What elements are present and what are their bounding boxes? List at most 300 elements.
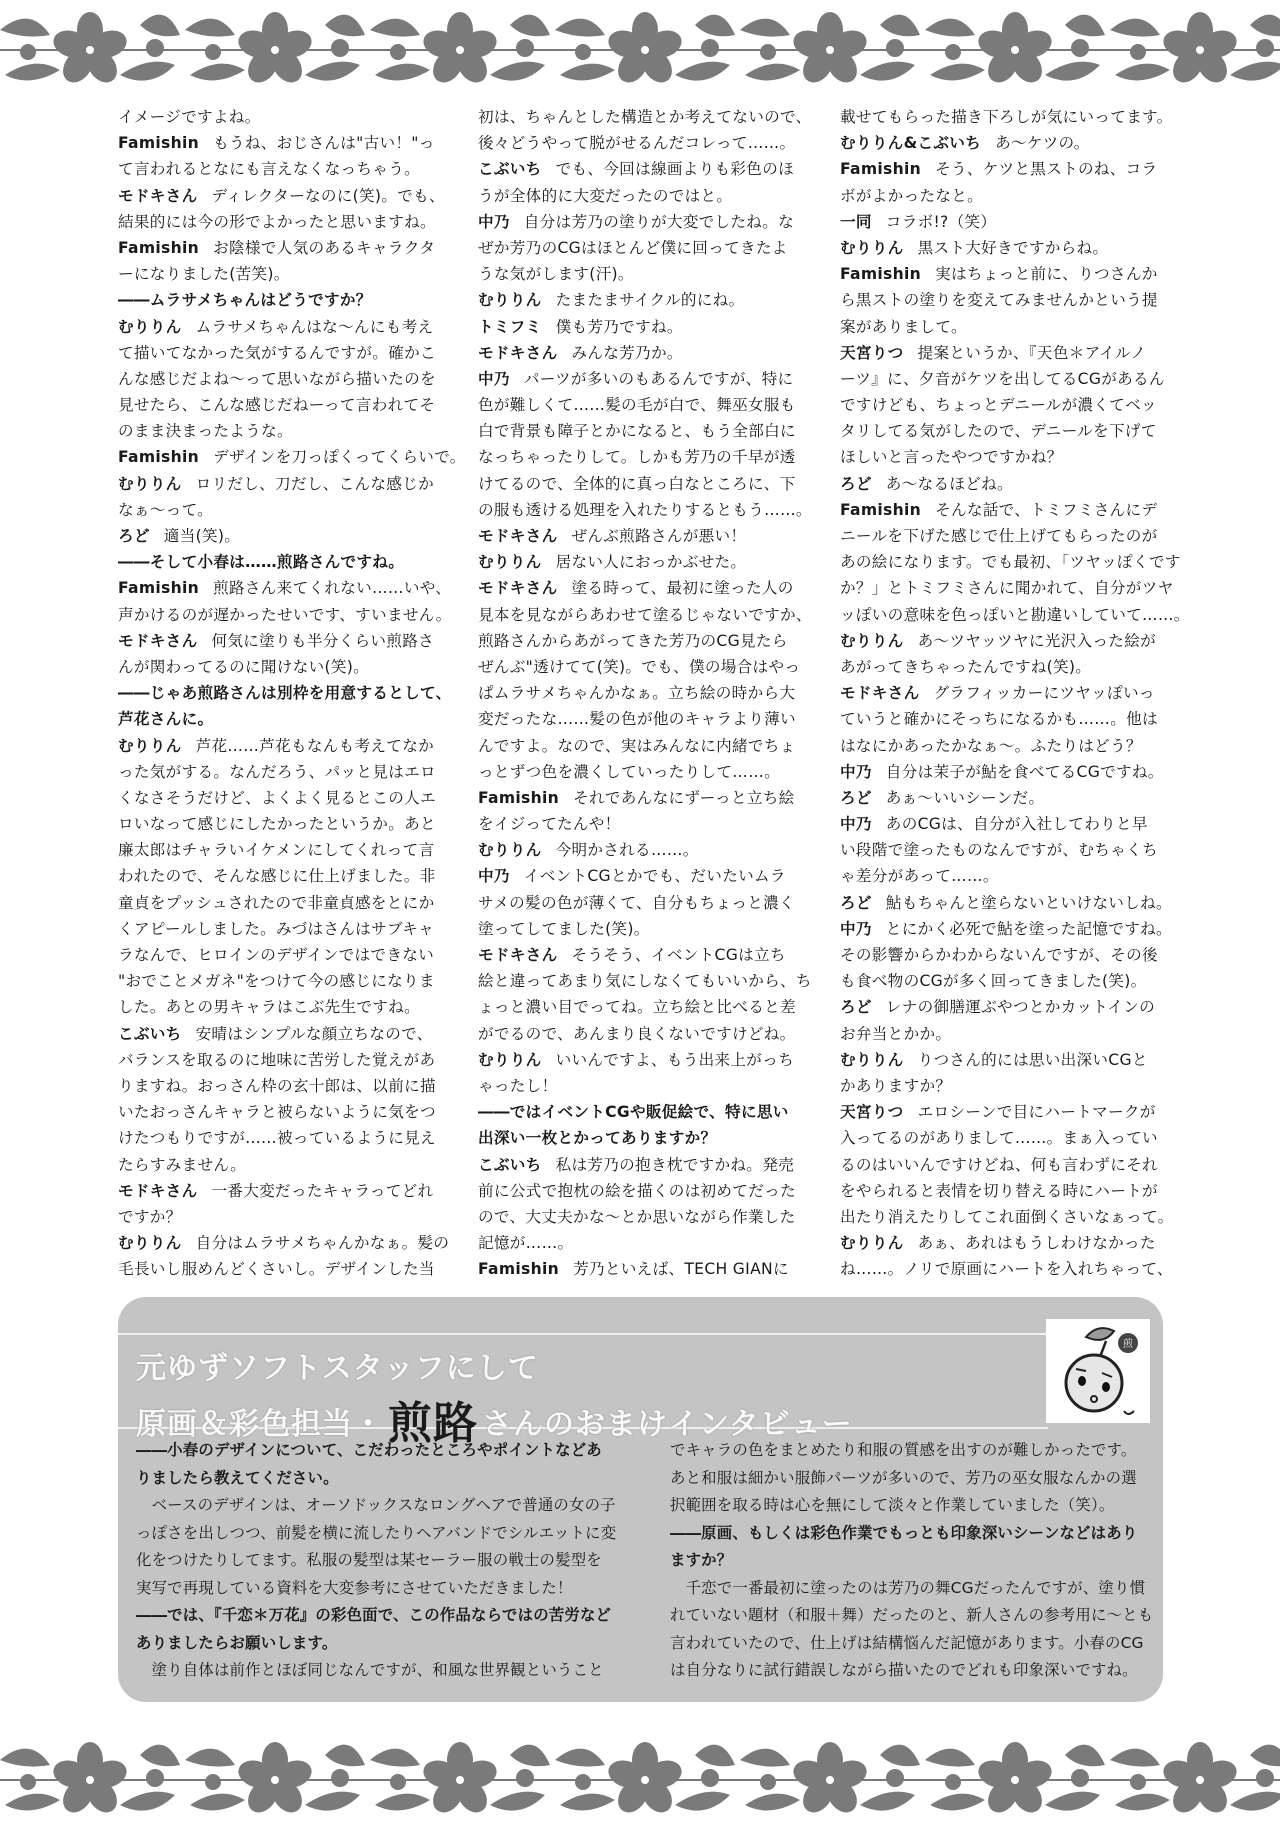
speaker-name: Famishin	[118, 134, 200, 153]
text-line	[118, 706, 463, 732]
text-line	[840, 680, 1185, 706]
text-line	[840, 1125, 1185, 1151]
speaker-name: こぶいち	[478, 1155, 542, 1174]
speaker-name: ろど	[840, 893, 872, 912]
speaker-name: ろど	[118, 527, 150, 545]
text-line	[478, 1230, 823, 1256]
speaker-name: Famishin	[840, 160, 922, 179]
text-line	[118, 759, 463, 785]
line-text: ら黒ストの塗りを変えてみませんかという提	[840, 291, 1158, 310]
text-line	[478, 785, 823, 811]
line-text: 案がありまして。	[840, 317, 967, 336]
text-line	[118, 680, 463, 706]
floral-pattern-top	[0, 0, 1280, 92]
text-line	[840, 130, 1185, 156]
text-line	[118, 654, 463, 680]
text-line	[840, 706, 1185, 732]
answer-line: ベースのデザインは、オーソドックスなロングヘアで普通の女の子	[136, 1496, 616, 1514]
text-line	[478, 549, 823, 575]
speaker-name: むりりん	[840, 1234, 904, 1253]
text-line	[840, 497, 1185, 523]
line-text: 僕も芳乃ですね。	[555, 317, 683, 336]
answer-line: 塗り自体は前作とほぼ同じなんですが、和風な世界観ということ	[136, 1661, 604, 1679]
line-text: ラなんで、ヒロインのデザインではできない	[118, 946, 435, 964]
line-text: レナの御膳運ぶやつとかカットインの	[885, 998, 1156, 1017]
line-text: かありますか？	[840, 1076, 952, 1095]
line-text: りつさん的には思い出深いCGと	[917, 1050, 1148, 1069]
line-text: エロシーンで目にハートマークが	[917, 1103, 1156, 1122]
text-line	[840, 314, 1185, 340]
line-text: とにかく必死で鮎を塗った記憶ですね。	[885, 919, 1172, 938]
text-line	[118, 733, 463, 759]
line-text: ほしいと言ったやつですかね？	[840, 448, 1063, 467]
text-line	[478, 444, 823, 470]
bonus-title-line1: 元ゆずソフトスタッフにして	[136, 1351, 539, 1386]
line-text: いたおっさんキャラと被らないように気をつ	[118, 1103, 436, 1122]
text-line	[840, 654, 1185, 680]
line-text: ので、大丈夫かな～とか思いながら作業した	[478, 1207, 796, 1226]
speaker-name: むりりん	[478, 291, 542, 310]
text-line	[118, 1256, 463, 1282]
text-line	[118, 549, 463, 575]
line-text: 声かけるのが遅かったせいです、すいません。	[118, 605, 452, 624]
line-text: がでるので、あんまり良くないですけどね。	[478, 1024, 796, 1043]
line-text: イメージですよね。	[118, 108, 261, 126]
line-text: ぜんぶ"透けてて(笑)。でも、僕の場合はやっ	[478, 657, 801, 676]
line-text: あ～ツヤッツヤに光沢入った絵が	[917, 631, 1156, 650]
text-line	[118, 235, 463, 261]
line-text: 自分は茉子が鮎を食べてるCGですね。	[885, 762, 1164, 781]
text-line	[478, 523, 823, 549]
line-text: 初は、ちゃんとした構造とか考えてないので、	[478, 108, 812, 126]
line-text: でも、今回は線画よりも彩色のほ	[555, 160, 794, 179]
line-text: ね……。ノリで原画にハートを入れちゃって、	[840, 1260, 1173, 1279]
line-text: ていうと確かにそっちになるかも……。他は	[840, 710, 1158, 729]
line-text: あ～ケツの。	[995, 134, 1090, 153]
text-line	[118, 471, 463, 497]
bonus-title-name: 煎路	[388, 1398, 478, 1449]
text-line	[478, 1152, 823, 1178]
speaker-name: モドキさん	[118, 1181, 198, 1200]
bottom-floral-border	[0, 1730, 1280, 1822]
speaker-name: モドキさん	[478, 527, 558, 545]
text-line	[478, 418, 823, 444]
speaker-name: むりりん	[118, 317, 182, 336]
line-text: 塗ってしてました(笑)。	[478, 919, 650, 938]
line-text: て言われるとなにも言えなくなっちゃう。	[118, 160, 420, 179]
interviewer-question: 芦花さんに。	[118, 710, 214, 729]
text-line	[840, 392, 1185, 418]
line-text: くアピールしました。みづはさんはサブキャ	[118, 919, 435, 938]
text-line	[118, 785, 463, 811]
answer-line: 択範囲を取る時は心を無にして淡々と作業していました（笑）。	[670, 1496, 1115, 1514]
line-text: ムラサメちゃんはな～んにも考え	[195, 317, 434, 336]
speaker-name: Famishin	[478, 1260, 560, 1279]
speaker-name: 天宮りつ	[840, 1103, 904, 1122]
line-text: あぁ～いいシーンだ。	[885, 788, 1045, 807]
text-line	[478, 863, 823, 889]
line-text: をやられると表情を切り替える時にハートが	[840, 1181, 1158, 1200]
text-line	[118, 497, 463, 523]
answer-line: あと和服は細かい服飾パーツが多いので、芳乃の巫女服なんかの選	[670, 1468, 1137, 1487]
text-line	[840, 994, 1185, 1020]
interviewer-question: ――小春のデザインについて、こだわったところやポイントなどあ	[136, 1441, 602, 1459]
line-text: ょっと濃い目でってね。立ち絵と比べると差	[478, 998, 796, 1017]
speaker-name: モドキさん	[478, 946, 558, 964]
line-text: 毛長いし服めんどくさいし。デザインした当	[118, 1260, 435, 1279]
line-text: 変だったな……髪の色が他のキャラより薄い	[478, 710, 796, 729]
speaker-name: むりりん	[118, 736, 182, 755]
line-text: ぜか芳乃のCGはほとんど僕に回ってきたよ	[478, 238, 788, 257]
text-line	[118, 1152, 463, 1178]
bonus-box-header	[118, 1333, 1048, 1449]
line-text: 提案というか、『天色＊アイルノ	[917, 343, 1147, 362]
speaker-name: 中乃	[840, 815, 872, 834]
line-text: ですけども、ちょっとデニールが濃くてベッ	[840, 396, 1157, 415]
line-text: 黒スト大好きですからね。	[917, 238, 1109, 257]
speaker-name: 中乃	[478, 212, 510, 231]
line-text: 実はちょっと前に、りつさんか	[935, 265, 1158, 284]
line-text: 何気に塗りも半分くらい煎路さ	[211, 631, 434, 650]
interviewer-question: ますか？	[670, 1551, 733, 1569]
line-text: その影響からかわからないんですが、その後	[840, 946, 1158, 964]
speaker-name: むりりん	[840, 631, 904, 650]
line-text: 載せてもらった描き下ろしが気にいってます。	[840, 108, 1173, 126]
line-text: いいんですよ、もう出来上がっち	[555, 1050, 794, 1069]
text-line	[478, 968, 823, 994]
text-line	[118, 183, 463, 209]
speaker-name: トミフミ	[478, 317, 542, 336]
text-line	[118, 837, 463, 863]
line-text: 記憶が……。	[478, 1234, 574, 1253]
text-line	[840, 837, 1185, 863]
line-text: 入ってるのがありまして……。まぁ入ってい	[840, 1129, 1158, 1148]
text-line	[840, 1152, 1185, 1178]
line-text: タリしてる気がしたので、デニールを下げて	[840, 422, 1157, 441]
line-text: した。あとの男キャラはこぶ先生ですね。	[118, 998, 420, 1017]
column-2	[478, 104, 823, 1282]
text-line	[118, 1125, 463, 1151]
line-text: 安晴はシンプルな顔立ちなので、	[195, 1024, 433, 1043]
line-text: をイジってたんや！	[478, 815, 621, 834]
text-line	[478, 1099, 823, 1125]
line-text: たらすみません。	[118, 1155, 247, 1174]
answer-line: 千恋で一番最初に塗ったのは芳乃の舞CGだったんですが、塗り慣	[670, 1578, 1146, 1597]
speaker-name: むりりん	[840, 1050, 904, 1069]
speaker-name: ろど	[840, 474, 872, 493]
text-line	[840, 1099, 1185, 1125]
line-text: そう、ケツと黒ストのね、コラ	[935, 160, 1158, 179]
answer-line: 実写で再現している資料を大変参考にさせていただきました！	[136, 1578, 573, 1597]
answer-line: 言われていたので、仕上げは結構悩んだ記憶があります。小春のCG	[670, 1633, 1144, 1652]
speaker-name: むりりん	[118, 1234, 182, 1253]
answer-line: 化をつけたりしてます。私服の髪型は某セーラー服の戦士の髪型を	[136, 1551, 602, 1569]
line-text: うな気がします(汗)。	[478, 265, 634, 284]
speaker-name: むりりん	[118, 474, 182, 493]
text-line	[118, 628, 463, 654]
speaker-name: モドキさん	[118, 186, 198, 205]
line-text: お陰様で人気のあるキャラクタ	[213, 238, 436, 257]
line-text: はなにかあったかなぁ～。ふたりはどう？	[840, 736, 1142, 755]
text-line	[118, 261, 463, 287]
line-text: けてるので、全体的に真っ白なところに、下	[478, 474, 796, 493]
interviewer-question: りましたら教えてください。	[136, 1468, 339, 1487]
line-text: ぱムラサメちゃんかなぁ。立ち絵の時から大	[478, 684, 796, 703]
line-text: 煎路さんからあがってきた芳乃のCG見たら	[478, 631, 788, 650]
line-text: ディレクターなのに(笑)。でも、	[211, 186, 445, 205]
answer-line: っぽさを出しつつ、前髪を横に流したりヘアバンドでシルエットに変	[136, 1523, 617, 1542]
top-floral-border	[0, 0, 1280, 92]
text-line	[118, 314, 463, 340]
speaker-name: Famishin	[840, 265, 922, 284]
line-text: イベントCGとかでも、だいたいムラ	[523, 867, 786, 886]
text-line	[840, 916, 1185, 942]
column-1	[118, 104, 466, 1282]
line-text: 後々どうやって脱がせるんだコレって……。	[478, 134, 796, 153]
interviewer-question: 出深い一枚とかってありますか？	[478, 1129, 717, 1148]
speaker-name: Famishin	[118, 448, 200, 467]
text-line	[478, 1047, 823, 1073]
text-line	[118, 523, 463, 549]
text-line	[118, 366, 463, 392]
text-line	[478, 890, 823, 916]
text-line	[478, 471, 823, 497]
line-text: 童貞をプッシュされたので非童貞感をとにか	[118, 893, 435, 912]
line-text: んが関わってるのに聞けない(笑)。	[118, 657, 370, 676]
speaker-name: Famishin	[478, 788, 560, 807]
text-line	[840, 183, 1185, 209]
line-text: グラフィッカーにツヤッぽいっ	[933, 684, 1155, 703]
line-text: もうね、おじさんは"古い！"っ	[213, 134, 435, 153]
text-line	[478, 497, 823, 523]
line-text: 塗る時って、最初に塗った人の	[571, 579, 794, 598]
interviewer-question: ありましたらお願いします。	[136, 1633, 338, 1652]
answer-line: は自分なりに試行錯誤しながら描いたのでどれも印象深いですね。	[670, 1661, 1138, 1679]
text-line	[478, 1021, 823, 1047]
line-text: お弁当とかか。	[840, 1024, 952, 1043]
interview-columns	[118, 104, 1190, 1284]
speaker-name: Famishin	[840, 500, 922, 519]
text-line	[478, 366, 823, 392]
line-text: 結果的には今の形でよかったと思いますね。	[118, 212, 436, 231]
text-line	[478, 287, 823, 313]
line-text: 自分は芳乃の塗りが大変でしたね。な	[523, 212, 794, 231]
text-line	[840, 1021, 1185, 1047]
line-text: あのCGは、自分が入社してわりと早	[885, 815, 1148, 834]
text-line	[478, 759, 823, 785]
text-line	[118, 1099, 463, 1125]
line-text: ボがよかったなと。	[840, 186, 984, 205]
line-text: あぁ、あれはもうしわけなかった	[917, 1234, 1156, 1253]
text-line	[478, 235, 823, 261]
line-text: 見せたら、こんな感じだねーって言われてそ	[118, 396, 436, 415]
text-line	[478, 733, 823, 759]
line-text: バランスを取るのに地味に苦労した覚えがあ	[118, 1050, 436, 1069]
line-text: 見本を見ながらあわせて塗るじゃないですか、	[478, 605, 812, 624]
line-text: なぁ～って。	[118, 500, 214, 519]
interviewer-question: ――原画、もしくは彩色作業でもっとも印象深いシーンなどはあり	[670, 1523, 1138, 1542]
speaker-name: むりりん	[478, 841, 542, 860]
text-line	[118, 1230, 463, 1256]
text-line	[118, 209, 463, 235]
line-text: あ～なるほどね。	[885, 474, 1013, 493]
speaker-name: こぶいち	[478, 160, 542, 179]
text-line	[118, 444, 466, 470]
text-line	[478, 837, 823, 863]
text-line	[840, 890, 1185, 916]
text-line	[478, 340, 823, 366]
interviewer-question: ――ではイベントCGや販促絵で、特に思い	[478, 1103, 789, 1122]
text-line	[478, 1073, 823, 1099]
text-line	[118, 130, 463, 156]
text-line	[118, 1021, 463, 1047]
line-text: 絵と違ってあまり気にしなくてもいいから、ち	[478, 972, 812, 991]
line-text: 私は芳乃の抱き枕ですかね。発売	[555, 1155, 794, 1174]
text-line	[478, 1256, 823, 1282]
text-line	[118, 392, 463, 418]
bonus-left-column	[136, 1437, 626, 1685]
interviewer-question: ――じゃあ煎路さんは別枠を用意するとして、	[118, 684, 452, 703]
speaker-name: むりりん	[478, 553, 542, 572]
text-line	[118, 1204, 463, 1230]
text-line	[840, 235, 1185, 261]
speaker-name: Famishin	[118, 579, 200, 598]
line-text: て描いてなかった気がするんですが。確かこ	[118, 343, 436, 362]
line-text: ゃったし！	[478, 1076, 558, 1095]
bonus-interview-box	[118, 1297, 1163, 1702]
speaker-name: むりりん&こぶいち	[840, 134, 982, 153]
text-line	[478, 942, 823, 968]
speaker-name: モドキさん	[840, 684, 920, 703]
line-text: のまま決まったような。	[118, 422, 293, 441]
text-line	[478, 916, 823, 942]
text-line	[840, 785, 1185, 811]
speaker-name: こぶいち	[118, 1024, 182, 1043]
text-line	[478, 680, 823, 706]
speaker-name: ろど	[840, 788, 872, 807]
answer-line: れていない題材（和服＋舞）だったのと、新人さんの参考用に～とも	[670, 1606, 1154, 1624]
text-line	[840, 1204, 1185, 1230]
text-line	[118, 1178, 463, 1204]
speaker-name: モドキさん	[118, 631, 198, 650]
line-text: い段階で塗ったものなんですが、むちゃくち	[840, 841, 1158, 860]
text-line	[118, 575, 463, 601]
text-line	[840, 1256, 1185, 1282]
line-text: っとずつ色を濃くしていったりして……。	[478, 762, 780, 781]
text-line	[840, 1178, 1185, 1204]
line-text: ゃ差分があって……。	[840, 867, 999, 886]
text-line	[478, 575, 823, 601]
text-line	[478, 104, 823, 130]
line-text: みんな芳乃か。	[571, 343, 683, 362]
text-line	[840, 523, 1185, 549]
line-text: ロリだし、刀だし、こんな感じか	[195, 474, 434, 493]
text-line	[478, 1125, 823, 1151]
line-text: 居ない人におっかぶせた。	[555, 553, 747, 572]
text-line	[840, 156, 1185, 182]
line-text: 廉太郎はチャラいイケメンにしてくれって言	[118, 841, 435, 860]
text-line	[840, 863, 1185, 889]
text-line	[118, 916, 463, 942]
speaker-name: 中乃	[478, 867, 510, 886]
line-text: ニールを下げた感じで仕上げてもらったのが	[840, 527, 1158, 545]
text-line	[118, 418, 463, 444]
line-text: 煎路さん来てくれない……いや、	[213, 579, 452, 598]
text-line	[118, 994, 463, 1020]
yuzu-mascot-icon	[1046, 1319, 1150, 1423]
text-line	[840, 418, 1185, 444]
line-text: も食べ物のCGが多く回ってきました(笑)。	[840, 972, 1147, 991]
speaker-name: むりりん	[478, 1050, 542, 1069]
speaker-name: ろど	[840, 998, 872, 1017]
text-line	[118, 942, 463, 968]
text-line	[840, 759, 1185, 785]
line-text: そんな話で、トミフミさんにデ	[935, 500, 1158, 519]
line-text: 白で背景も障子とかになると、もう全部白に	[478, 422, 796, 441]
line-text: ロいなって感じにしたかったというか。あと	[118, 815, 436, 834]
speaker-name: 中乃	[840, 762, 872, 781]
text-line	[118, 156, 463, 182]
text-line	[840, 575, 1185, 601]
interviewer-question: ――では、『千恋＊万花』の彩色面で、この作品ならではの苦労など	[136, 1606, 612, 1624]
text-line	[118, 104, 463, 130]
line-text: たまたまサイクル的にね。	[555, 291, 745, 310]
text-line	[478, 261, 823, 287]
text-line	[840, 1047, 1185, 1073]
text-line	[840, 104, 1185, 130]
text-line	[840, 942, 1185, 968]
line-text: 出たり消えたりしてこれ面倒くさいなぁって。	[840, 1207, 1174, 1226]
line-text: コラボ!?（笑）	[885, 212, 997, 231]
line-text: 自分はムラサメちゃんかなぁ。髪の	[195, 1234, 450, 1253]
text-line	[478, 209, 823, 235]
speaker-name: 天宮りつ	[840, 343, 904, 362]
text-line	[478, 1204, 823, 1230]
text-line	[118, 890, 463, 916]
line-text: あがってきちゃったんですね(笑)。	[840, 657, 1092, 676]
speaker-name: Famishin	[118, 238, 200, 257]
line-text: った気がする。なんだろう、パッと見はエロ	[118, 762, 436, 781]
line-text: 前に公式で抱枕の絵を描くのは初めてだった	[478, 1181, 796, 1200]
text-line	[478, 602, 823, 628]
line-text: くなさそうだけど、よくよく見るとこの人エ	[118, 788, 436, 807]
text-line	[478, 314, 823, 340]
line-text: 色が難しくて……髪の毛が白で、舞巫女服も	[478, 396, 796, 415]
text-line	[840, 549, 1185, 575]
line-text: りますね。おっさん枠の玄十郎は、以前に描	[118, 1076, 436, 1095]
bonus-title-prefix: 原画＆彩色担当・	[136, 1407, 384, 1442]
line-text: なっちゃったりして。しかも芳乃の千早が透	[478, 448, 796, 467]
text-line	[840, 287, 1185, 313]
bonus-title-suffix: さんのおまけインタビュー	[482, 1407, 853, 1442]
svg-text:煎: 煎	[1123, 1339, 1133, 1350]
line-text: うが全体的に大変だったのではと。	[478, 186, 733, 205]
text-line	[840, 444, 1185, 470]
line-text: 適当(笑)。	[163, 527, 241, 545]
interviewer-question: ――そして小春は……煎路さんですね。	[118, 553, 405, 572]
line-text: 一番大変だったキャラってどれ	[211, 1181, 434, 1200]
text-line	[118, 340, 463, 366]
line-text: そうそう、イベントCGは立ち	[571, 946, 786, 964]
text-line	[840, 733, 1185, 759]
text-line	[118, 863, 463, 889]
text-line	[840, 968, 1185, 994]
text-line	[840, 261, 1185, 287]
line-text: 鮎もちゃんと塗らないといけないしね。	[885, 893, 1172, 912]
line-text: "おでことメガネ"をつけて今の感じになりま	[118, 972, 435, 991]
line-text: あの絵になります。でも最初、「ツヤッぽくです	[840, 553, 1181, 572]
text-line	[840, 366, 1185, 392]
